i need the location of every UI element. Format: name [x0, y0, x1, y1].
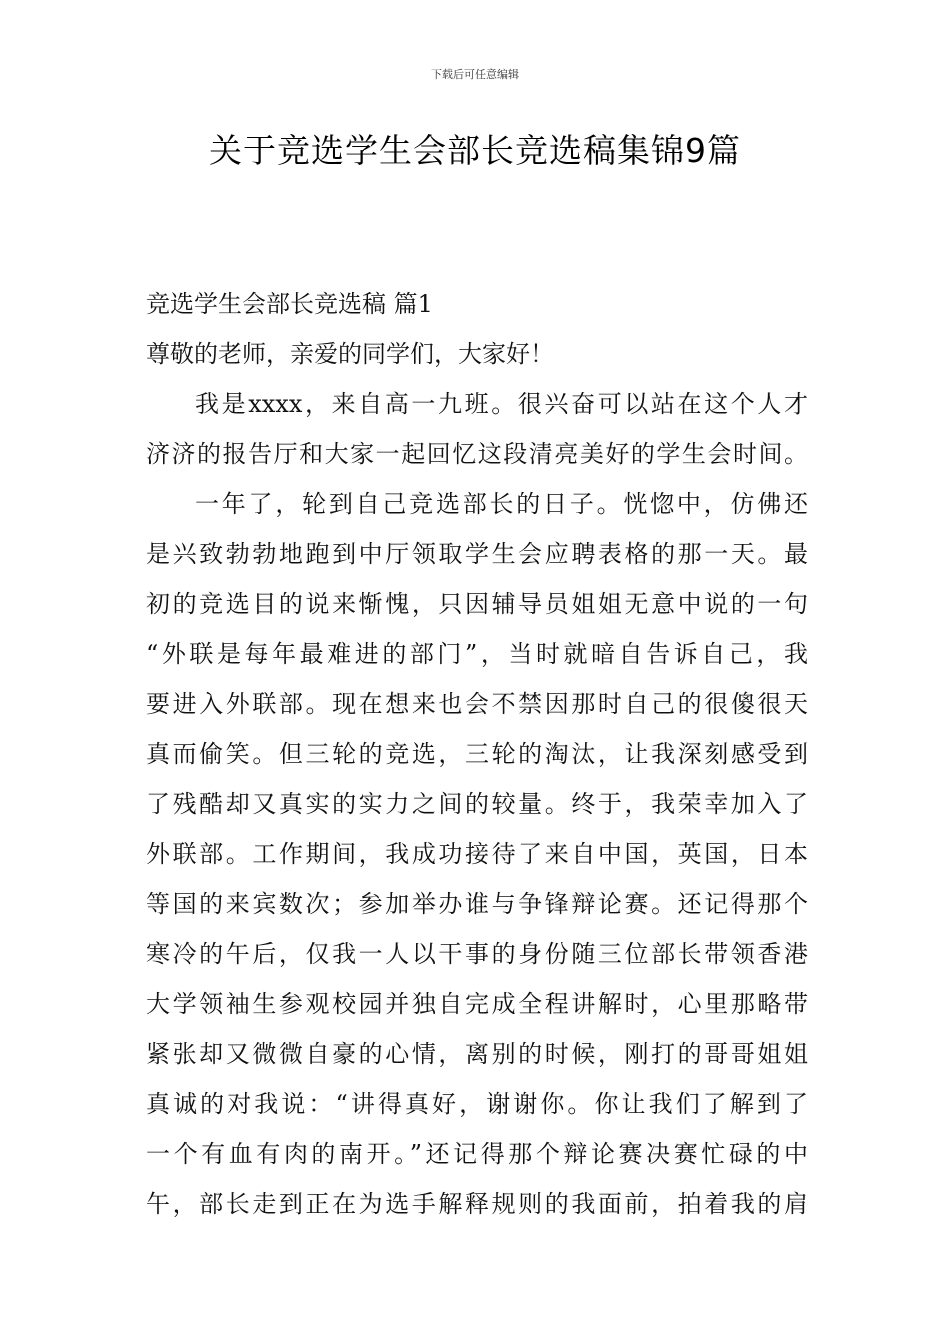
paragraph-line: 午，部长走到正在为选手解释规则的我面前，拍着我的肩 [146, 1190, 808, 1218]
paragraph-line: 大学领袖生参观校园并独自完成全程讲解时，心里那略带 [146, 990, 808, 1018]
paragraph-line: 等国的来宾数次；参加举办谁与争锋辩论赛。还记得那个 [146, 890, 808, 918]
paragraph-line: 初的竞选目的说来惭愧，只因辅导员姐姐无意中说的一句 [146, 590, 808, 618]
paragraph-line: 一个有血有肉的南开。”还记得那个辩论赛决赛忙碌的中 [146, 1140, 808, 1168]
paragraph-line: 了残酷却又真实的实力之间的较量。终于，我荣幸加入了 [146, 790, 808, 818]
paragraph-line: 是兴致勃勃地跑到中厅领取学生会应聘表格的那一天。最 [146, 540, 808, 568]
paragraph-line: 一年了，轮到自己竞选部长的日子。恍惚中，仿佛还 [195, 490, 808, 518]
paragraph-line: 外联部。工作期间，我成功接待了来自中国，英国，日本 [146, 840, 808, 868]
paragraph-line: 济济的报告厅和大家一起回忆这段清亮美好的学生会时间。 [146, 440, 808, 468]
paragraph-line: “外联是每年最难进的部门”，当时就暗自告诉自己，我 [146, 640, 808, 668]
paragraph-line: 真而偷笑。但三轮的竞选，三轮的淘汰，让我深刻感受到 [146, 740, 808, 768]
paragraph-line: 真诚的对我说：“讲得真好，谢谢你。你让我们了解到了 [146, 1090, 808, 1118]
document-body [146, 279, 808, 1229]
paragraph-line: 我是xxxx，来自高一九班。很兴奋可以站在这个人才 [195, 390, 808, 418]
section-heading: 竞选学生会部长竞选稿 篇1 [146, 290, 433, 318]
paragraph-line: 紧张却又微微自豪的心情，离别的时候，刚打的哥哥姐姐 [146, 1040, 808, 1068]
paragraph-line: 要进入外联部。现在想来也会不禁因那时自己的很傻很天 [146, 690, 808, 718]
paragraph-line: 寒冷的午后，仅我一人以干事的身份随三位部长带领香港 [146, 940, 808, 968]
header-note: 下载后可任意编辑 [431, 68, 519, 81]
document-title: 关于竞选学生会部长竞选稿集锦9篇 [209, 131, 741, 170]
greeting-line: 尊敬的老师，亲爱的同学们，大家好！ [146, 340, 554, 368]
